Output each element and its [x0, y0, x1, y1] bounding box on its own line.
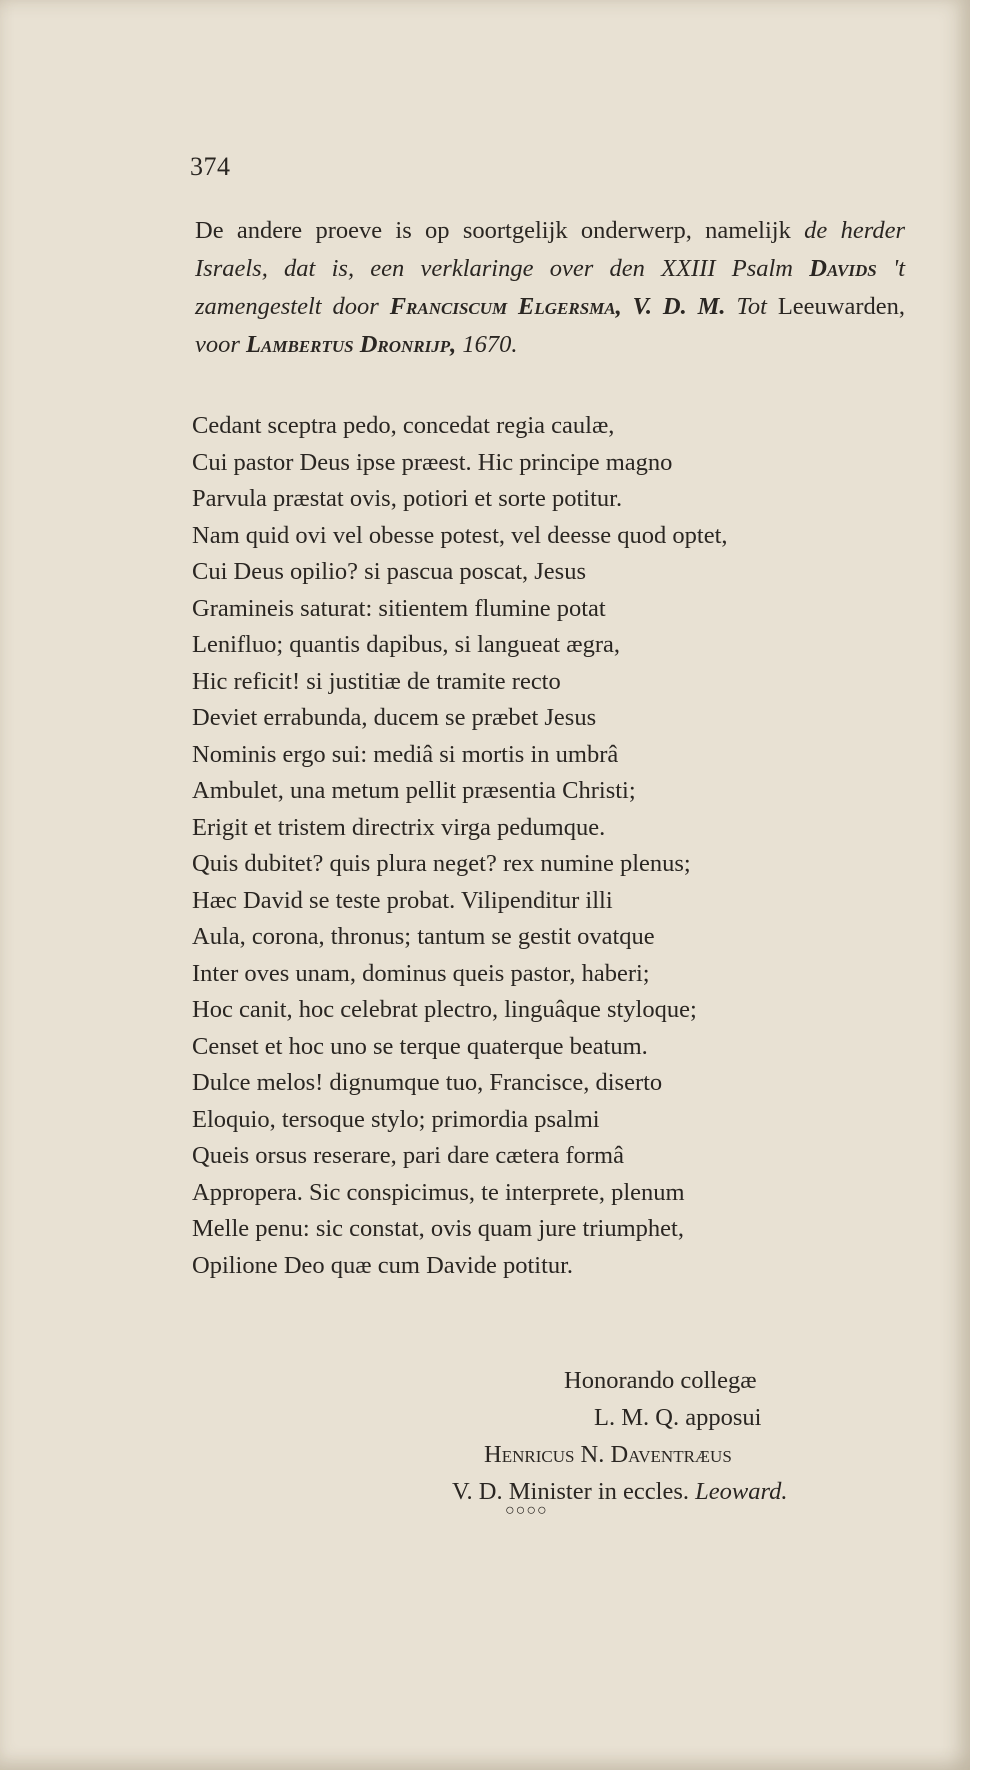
poem-line: Deviet errabunda, ducem se præbet Jesus [192, 704, 597, 731]
poem-line: Opilione Deo quæ cum Davide potitur. [192, 1251, 574, 1279]
poem-line: Appropera. Sic conspicimus, te interprete, plenum [192, 1178, 685, 1206]
intro-name-franciscum: Franciscum Elgersma, V. D. M. [389, 293, 726, 320]
poem-line: Hoc canit, hoc celebrat plectro, linguâque styloque; [192, 996, 697, 1023]
poem-line: Melle penu: sic constat, ovis quam jure triumphet, [192, 1215, 684, 1242]
poem-line: Ambulet, una metum pellit præsentia Christi; [192, 777, 636, 804]
poem-line: Erigit et tristem directrix virga pedumque. [192, 813, 606, 841]
intro-tot: Tot [736, 293, 767, 320]
poem-line: Gramineis saturat: sitientem flumine potat [192, 594, 606, 622]
poem-line: Hic reficit! si justitiæ de tramite recto [192, 667, 561, 695]
intro-paragraph [195, 212, 905, 364]
poem-line: Cedant sceptra pedo, concedat regia caulæ, [192, 412, 615, 439]
intro-name-davids: Davids [809, 255, 877, 282]
poem-line: Dulce melos! dignumque tuo, Francisce, diserto [192, 1069, 663, 1096]
poem-line: Censet et hoc uno se terque quaterque beatum. [192, 1032, 648, 1060]
signature-dedication: Honorando collegæ [564, 1367, 757, 1394]
poem-line: Lenifluo; quantis dapibus, si langueat ægra, [192, 631, 620, 658]
poem-line: Parvula præstat ovis, potiori et sorte potitur. [192, 485, 623, 512]
end-ornament: ○○○○ [505, 1502, 548, 1519]
poem-line: Hæc David se teste probat. Vilipenditur illi [192, 886, 613, 914]
page-number: 374 [190, 152, 231, 181]
intro-text-4: 't zamengestelt door [195, 255, 906, 320]
poem-line: Quis dubitet? quis plura neget? rex numine plenus; [192, 850, 691, 877]
page-edge [970, 0, 1000, 1788]
poem-line: Nam quid ovi vel obesse potest, vel deesse quod optet, [192, 521, 728, 549]
poem-line: Cui Deus opilio? si pascua poscat, Jesus [192, 558, 586, 585]
latin-poem [192, 408, 892, 1284]
intro-city: Leeuwarden, [777, 293, 906, 320]
intro-text-1: De andere proeve is op soortgelijk onderwerp, namelijk [195, 217, 791, 244]
poem-line: Eloquio, tersoque stylo; primordia psalmi [192, 1105, 600, 1133]
intro-voor: voor [195, 331, 240, 358]
page-bottom-edge [0, 1770, 1000, 1788]
signature-place: Leoward. [695, 1478, 788, 1505]
intro-text-2: de herder Israels, dat is, een verklaringe over den XXIII Psalm [195, 217, 905, 282]
intro-year: 1670. [462, 331, 518, 358]
signature-minister: V. D. Minister in eccles. [452, 1478, 690, 1505]
poem-line: Inter oves unam, dominus queis pastor, haberi; [192, 959, 650, 987]
signature-apposui: L. M. Q. apposui [594, 1404, 762, 1431]
poem-line: Nominis ergo sui: mediâ si mortis in umbrâ [192, 740, 619, 768]
poem-line: Cui pastor Deus ipse præest. Hic principe magno [192, 448, 673, 476]
poem-line: Queis orsus reserare, pari dare cætera formâ [192, 1142, 624, 1169]
poem-line: Aula, corona, thronus; tantum se gestit ovatque [192, 923, 655, 950]
intro-name-lambertus: Lambertus Dronrijp, [246, 331, 457, 358]
signature-title [452, 1473, 788, 1510]
signature-author: Henricus N. Daventræus [484, 1441, 732, 1468]
